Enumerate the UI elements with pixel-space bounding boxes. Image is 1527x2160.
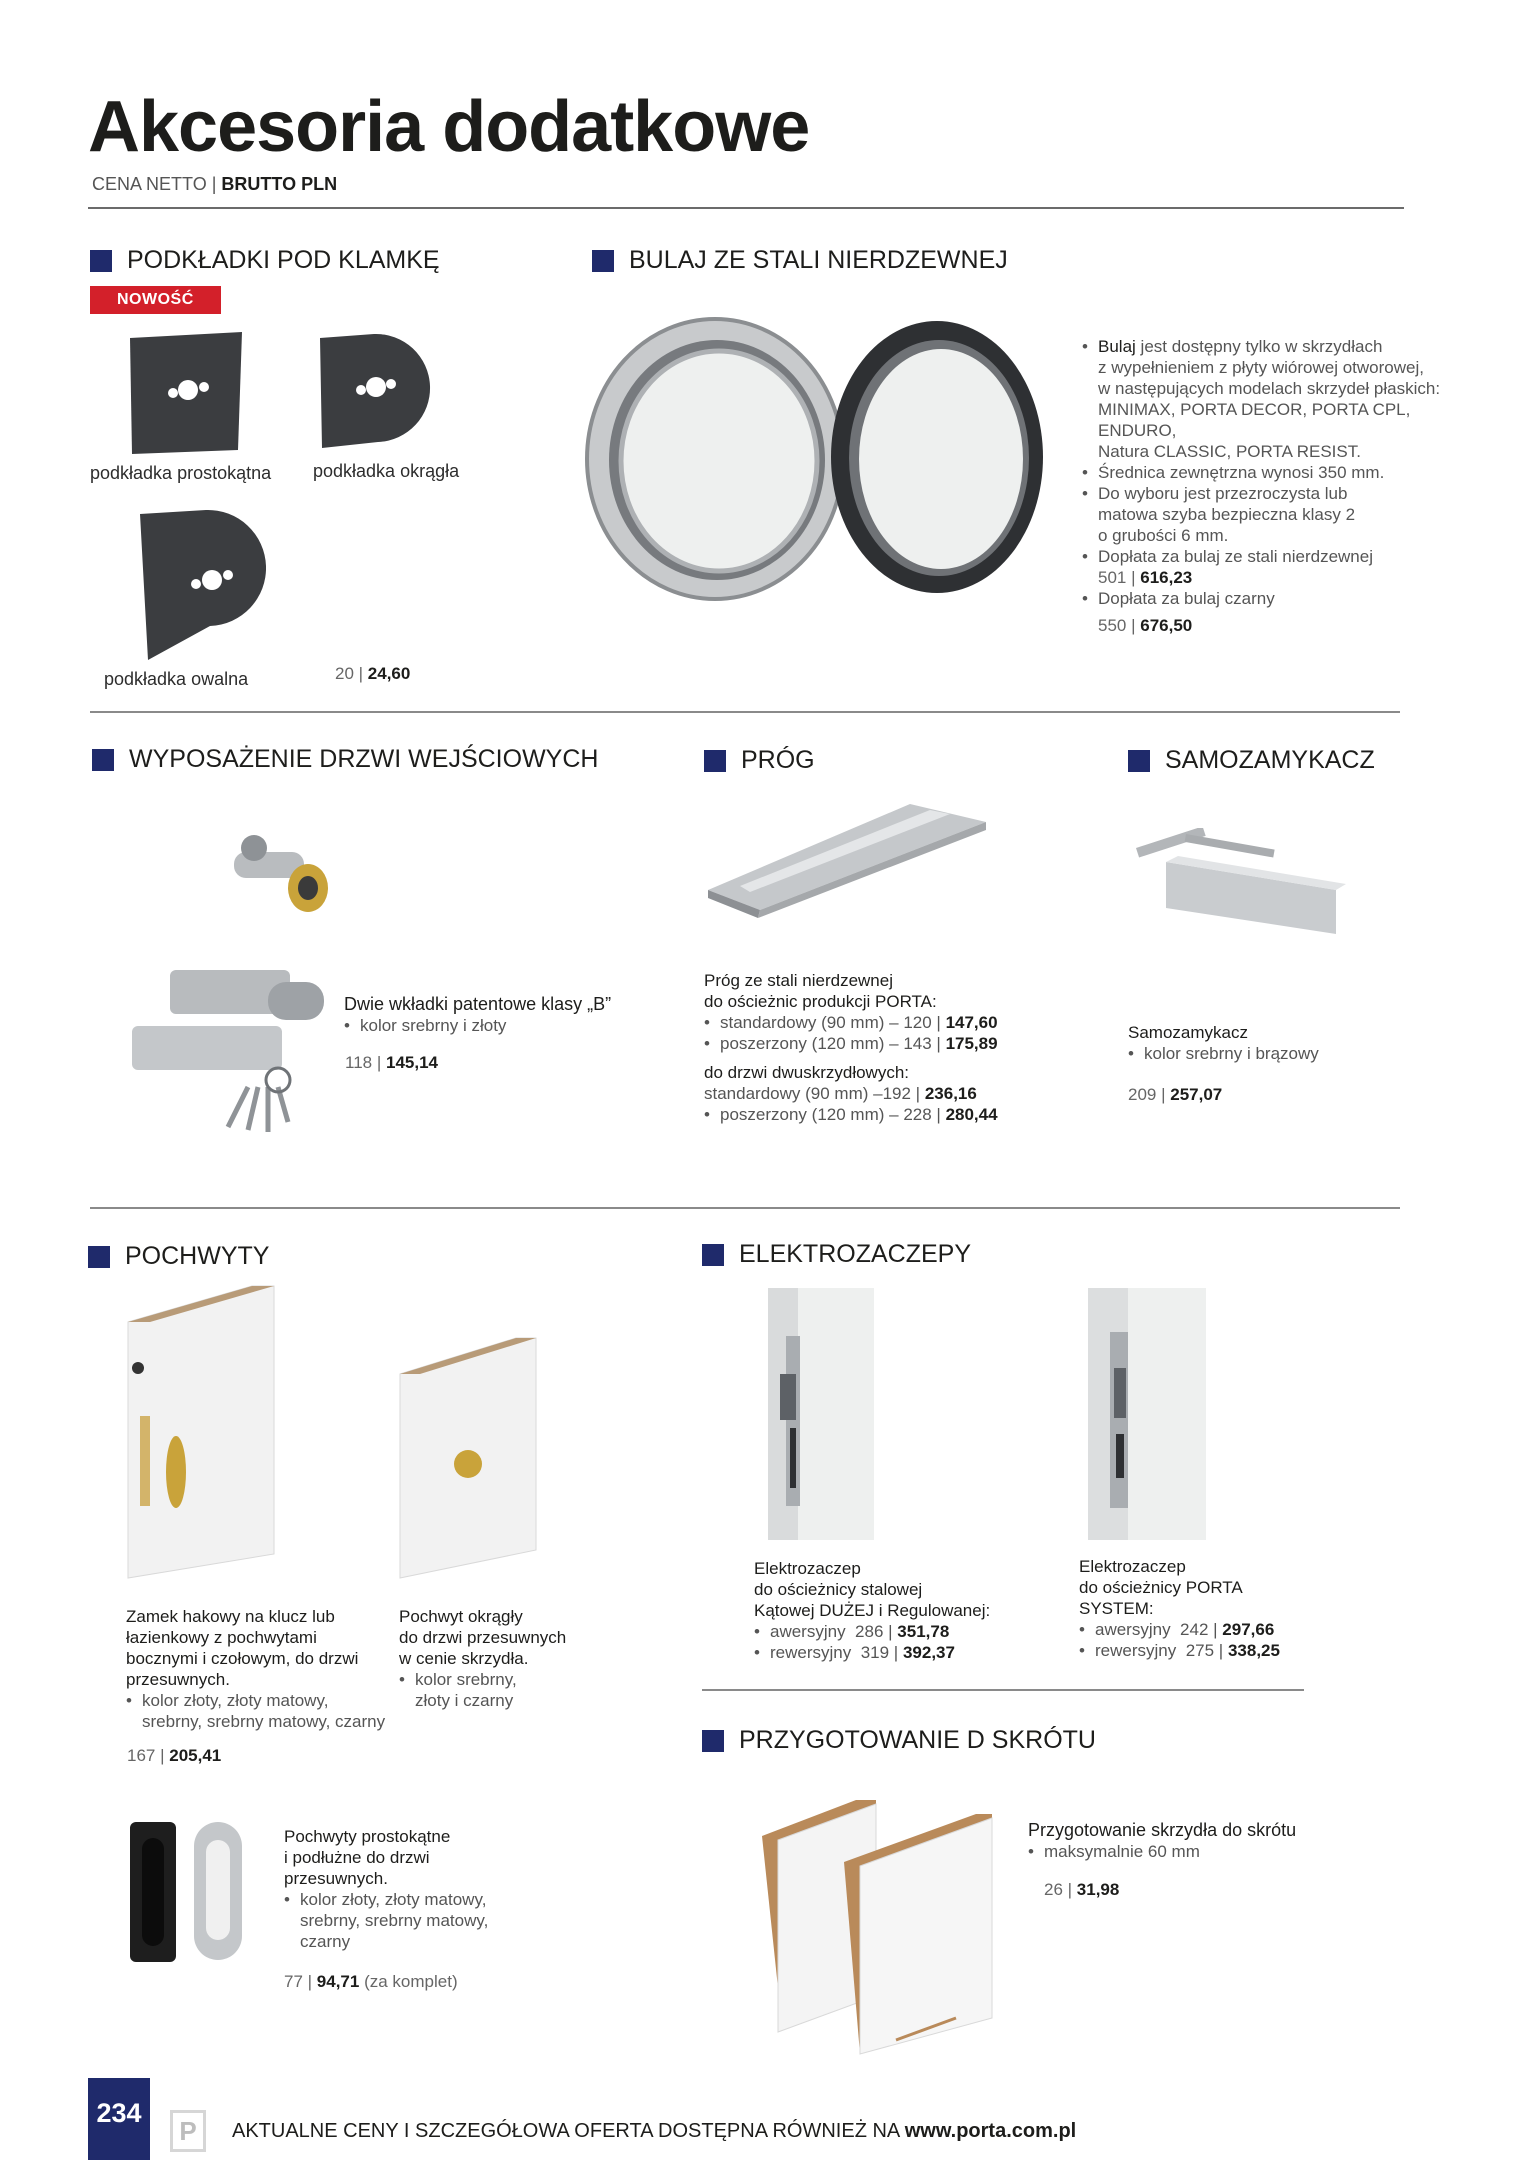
rectangular-grips-image <box>128 1818 248 1966</box>
threshold-image <box>700 798 990 918</box>
threshold-double-standard: standardowy (90 mm) –192 | 236,16 <box>704 1084 977 1103</box>
price-note-sep: | <box>211 174 217 194</box>
porthole-description <box>1082 336 1462 636</box>
new-badge: NOWOŚĆ <box>90 286 221 314</box>
section-marker-icon <box>704 750 726 772</box>
cylinder-locks-image <box>128 962 328 1140</box>
section-title: POCHWYTY <box>125 1242 270 1270</box>
electric-strike-porta-description: Elektrozaczep do ościeżnicy PORTA SYSTEM: • awersyjny 242 | 297,66 • rewersyjny 275 | 338,25 <box>1079 1556 1359 1661</box>
threshold-wide: • poszerzony (120 mm) – 143 | 175,89 <box>704 1033 1034 1054</box>
section-heading-electric-strikes <box>702 1240 971 1269</box>
strike-steel-aversive: • awersyjny 286 | 351,78 <box>754 1621 1034 1642</box>
section-title: BULAJ ZE STALI NIERDZEWNEJ <box>629 246 1008 274</box>
page-number: 234 <box>88 2078 150 2160</box>
pad-price: 20 | 24,60 <box>335 664 411 683</box>
porthole-black-price: 550 | 676,50 <box>1098 616 1193 635</box>
cylinder-name: Dwie wkładki patentowe klasy „B” <box>344 994 612 1014</box>
door-closer-image <box>1126 828 1346 938</box>
steel-porthole-image <box>580 314 850 604</box>
hook-lock-colors: • kolor złoty, złoty matowy, srebrny, srebrny matowy, czarny <box>126 1690 386 1732</box>
electric-strike-porta-image <box>1088 1288 1206 1540</box>
price-note-net: CENA NETTO <box>92 174 207 194</box>
porthole-bullet-diameter: • Średnica zewnętrzna wynosi 350 mm. <box>1082 462 1462 483</box>
porta-logo-icon: P <box>170 2110 206 2152</box>
threshold-description: Próg ze stali nierdzewnej do ościeżnic produkcji PORTA: • standardowy (90 mm) – 120 | 147,60 • poszerzony (120 mm) – 143 | 175,89 do drzwi dwuskrzydłowych: standardowy (90 mm) –192 | 236,16 • poszerzony (120 mm) – 228 | 280,44 <box>704 970 1034 1125</box>
shortening-image <box>756 1796 996 2056</box>
section-title: PRZYGOTOWANIE D SKRÓTU <box>739 1726 1096 1754</box>
section-title: SAMOZAMYKACZ <box>1165 746 1375 774</box>
section-marker-icon <box>702 1730 724 1752</box>
section-title: PRÓG <box>741 746 815 774</box>
threshold-double-wide: • poszerzony (120 mm) – 228 | 280,44 <box>704 1104 1034 1125</box>
porthole-bullet-availability: • Bulaj jest dostępny tylko w skrzydłach z wypełnieniem z płyty wiórowej otworowej, w następujących modelach skrzydeł płaskich: MINIMAX, PORTA DECOR, PORTA CPL, ENDURO, Natura CLASSIC, PORTA RESIST. <box>1082 336 1462 462</box>
rectangular-grips-description: Pochwyty prostokątne i podłużne do drzwi przesuwnych. • kolor złoty, złoty matowy, srebrny, srebrny matowy, czarny <box>284 1826 504 1952</box>
section-title: WYPOSAŻENIE DRZWI WEJŚCIOWYCH <box>129 745 599 773</box>
round-pad-image <box>314 330 434 455</box>
section-heading-shortening <box>702 1726 1096 1755</box>
section-heading-threshold <box>704 746 815 775</box>
section-marker-icon <box>92 749 114 771</box>
round-grip-colors: • kolor srebrny, złoty i czarny <box>399 1669 599 1711</box>
section-title: ELEKTROZACZEPY <box>739 1240 971 1268</box>
price-note-gross: BRUTTO PLN <box>221 174 338 194</box>
door-viewer-image <box>224 830 334 918</box>
section-heading-grips <box>88 1242 269 1271</box>
hook-lock-description: Zamek hakowy na klucz lub łazienkowy z pochwytami bocznymi i czołowym, do drzwi przesuwnych. • kolor złoty, złoty matowy, srebrny, srebrny matowy, czarny <box>126 1606 386 1732</box>
cylinder-description <box>344 994 611 1036</box>
strike-porta-reversive: • rewersyjny 275 | 338,25 <box>1079 1640 1359 1661</box>
section-divider <box>90 1207 1400 1209</box>
electric-strike-steel-image <box>768 1288 876 1540</box>
section-marker-icon <box>1128 750 1150 772</box>
electric-strike-steel-description: Elektrozaczep do ościeżnicy stalowej Kątowej DUŻEJ i Regulowanej: • awersyjny 286 | 351,78 • rewersyjny 319 | 392,37 <box>754 1558 1034 1663</box>
section-marker-icon <box>702 1244 724 1266</box>
section-heading-entrance <box>92 745 598 774</box>
page-title: Akcesoria dodatkowe <box>88 87 810 167</box>
section-marker-icon <box>592 250 614 272</box>
shortening-max: • maksymalnie 60 mm <box>1028 1841 1348 1862</box>
section-heading-closer <box>1128 746 1375 775</box>
price-note <box>92 174 337 195</box>
section-divider <box>702 1689 1304 1691</box>
rectangular-grips-colors: • kolor złoty, złoty matowy, srebrny, srebrny matowy, czarny <box>284 1889 504 1952</box>
hook-lock-image <box>124 1282 284 1582</box>
closer-description: Samozamykacz • kolor srebrny i brązowy <box>1128 1022 1319 1064</box>
closer-price: 209 | 257,07 <box>1128 1085 1223 1104</box>
porthole-bullet-glass: • Do wyboru jest przezroczysta lub matowa szyba bezpieczna klasy 2 o grubości 6 mm. <box>1082 483 1462 546</box>
pad-caption-rectangular: podkładka prostokątna <box>90 463 272 483</box>
shortening-price: 26 | 31,98 <box>1044 1880 1120 1899</box>
round-grip-description: Pochwyt okrągły do drzwi przesuwnych w cenie skrzydła. • kolor srebrny, złoty i czarny <box>399 1606 599 1711</box>
cylinder-price: 118 | 145,14 <box>345 1053 438 1072</box>
round-grip-image <box>396 1334 546 1584</box>
porthole-bullet-black-surcharge: • Dopłata za bulaj czarny <box>1082 588 1462 609</box>
porthole-bullet-steel-surcharge: • Dopłata za bulaj ze stali nierdzewnej 501 | 616,23 <box>1082 546 1462 588</box>
section-heading-porthole <box>592 246 1008 275</box>
shortening-description: Przygotowanie skrzydła do skrótu • maksymalnie 60 mm <box>1028 1820 1348 1862</box>
footer-url-link[interactable]: www.porta.com.pl <box>904 2120 1077 2142</box>
section-marker-icon <box>88 1246 110 1268</box>
oval-pad-image <box>136 508 266 668</box>
footer-note: AKTUALNE CENY I SZCZEGÓŁOWA OFERTA DOSTĘPNA RÓWNIEŻ NA www.porta.com.pl <box>232 2120 1077 2142</box>
threshold-standard: • standardowy (90 mm) – 120 | 147,60 <box>704 1012 1034 1033</box>
rectangular-pad-image <box>126 330 246 455</box>
cylinder-color: • kolor srebrny i złoty <box>344 1015 611 1036</box>
section-marker-icon <box>90 250 112 272</box>
rectangular-grips-price: 77 | 94,71 (za komplet) <box>284 1972 458 1991</box>
section-divider <box>90 711 1400 713</box>
header-divider <box>88 207 1404 209</box>
pad-caption-round: podkładka okrągła <box>313 461 460 481</box>
closer-color: • kolor srebrny i brązowy <box>1128 1043 1319 1064</box>
section-heading-handle-pads <box>90 246 440 275</box>
black-porthole-image <box>826 316 1048 598</box>
strike-steel-reversive: • rewersyjny 319 | 392,37 <box>754 1642 1034 1663</box>
section-title: PODKŁADKI POD KLAMKĘ <box>127 246 440 274</box>
pad-caption-oval: podkładka owalna <box>104 669 249 689</box>
hook-lock-price: 167 | 205,41 <box>127 1746 222 1765</box>
strike-porta-aversive: • awersyjny 242 | 297,66 <box>1079 1619 1359 1640</box>
